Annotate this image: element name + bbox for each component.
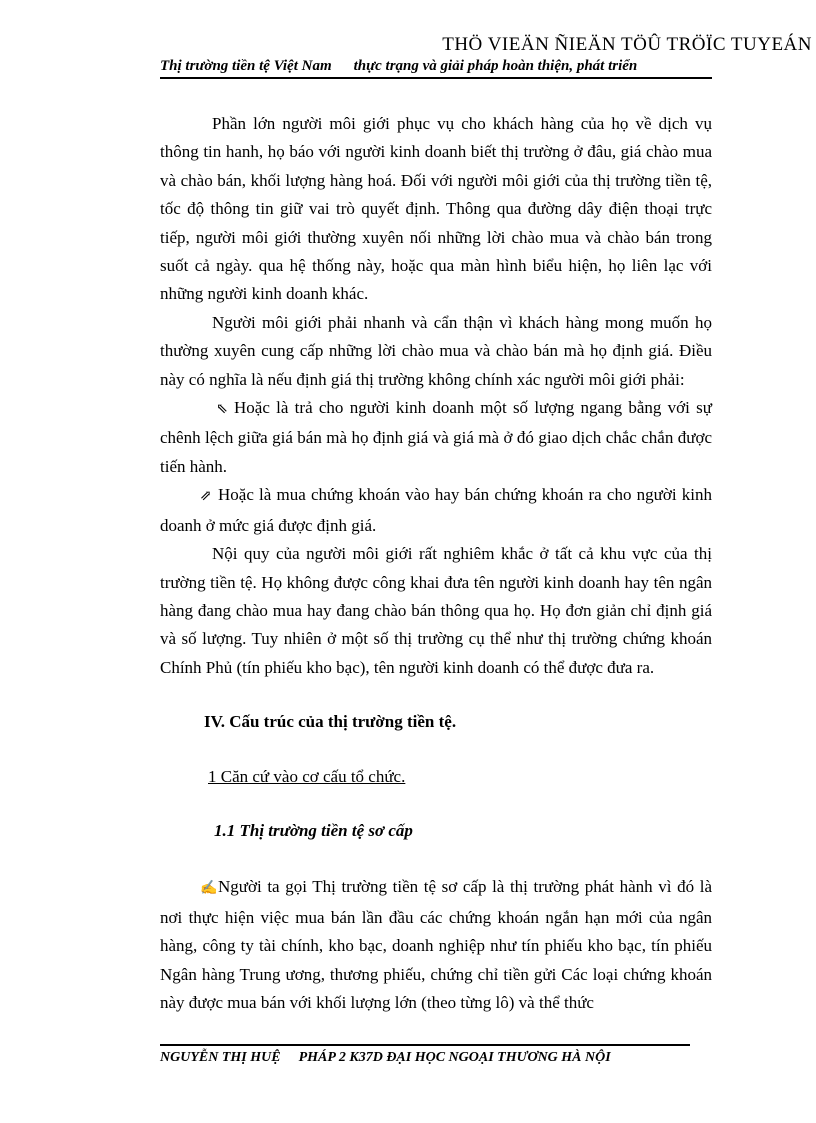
document-body bbox=[160, 110, 712, 1017]
pointer-arrow-icon: ⇖ bbox=[216, 402, 228, 418]
writing-hand-icon: ✍ bbox=[200, 881, 218, 897]
header-subtitle: thực trạng và giải pháp hoàn thiện, phát triển bbox=[353, 58, 638, 74]
bullet-item-2-text: Hoặc là mua chứng khoán vào hay bán chứng khoán ra cho người kinh doanh ở mức giá được định giá. bbox=[160, 485, 712, 535]
bullet-item-1 bbox=[160, 394, 712, 481]
subsection-heading: 1 Căn cứ vào cơ cấu tổ chức. bbox=[208, 766, 406, 786]
header-title: Thị trường tiền tệ Việt Nam bbox=[160, 58, 332, 74]
pencil-arrow-icon: ⇗ bbox=[200, 489, 212, 505]
paragraph-3: Nội quy của người môi giới rất nghiêm khắc ở tất cả khu vực của thị trường tiền tệ. Họ không được công khai đưa tên người kinh doanh hay tên ngân hàng đang chào mua hay đang chào bán thông qua họ. Họ đơn giản chỉ định giá và số lượng. Tuy nhiên ở một số thị trường cụ thể như thị trường chứng khoán Chính Phủ (tín phiếu kho bạc), tên người kinh doanh có thể được đưa ra. bbox=[160, 544, 712, 677]
paragraph-4 bbox=[160, 873, 712, 1017]
footer-author: NGUYỄN THỊ HUỆ bbox=[160, 1050, 281, 1065]
paragraph-2: Người môi giới phải nhanh và cẩn thận vì khách hàng mong muốn họ thường xuyên cung cấp những lời chào mua và chào bán mà họ định giá. Điều này có nghĩa là nếu định giá thị trường không chính xác người môi giới phải: bbox=[160, 312, 712, 389]
section-heading: IV. Cấu trúc của thị trường tiền tệ. bbox=[204, 712, 457, 732]
bullet-item-2 bbox=[160, 481, 712, 540]
paragraph-4-text: Người ta gọi Thị trường tiền tệ sơ cấp là thị trường phát hành vì đó là nơi thực hiện việc mua bán lần đầu các chứng khoán ngắn hạn mới của ngân hàng, công ty tài chính, kho bạc, doanh nghiệp như tín phiếu kho bạc, tín phiếu Ngân hàng Trung ương, thương phiếu, chứng chỉ tiền gửi Các loại chứng khoán này được mua bán với khối lượng lớn (theo từng lô) và thể thức bbox=[160, 877, 712, 1012]
watermark-text: THÖ VIEÄN ÑIEÄN TÖÛ TRÖÏC TUYEÁN bbox=[442, 34, 812, 55]
footer-class: PHÁP 2 K37D ĐẠI HỌC NGOẠI THƯƠNG HÀ NỘI bbox=[298, 1050, 611, 1065]
subsubsection-heading: 1.1 Thị trường tiền tệ sơ cấp bbox=[214, 820, 413, 840]
page-header bbox=[160, 58, 712, 79]
bullet-item-1-text: Hoặc là trả cho người kinh doanh một số lượng ngang bằng với sự chênh lệch giữa giá bán mà họ định giá và giá mà ở đó giao dịch chắc chắn được tiến hành. bbox=[160, 398, 712, 476]
paragraph-1: Phần lớn người môi giới phục vụ cho khách hàng của họ về dịch vụ thông tin hanh, họ báo với người kinh doanh biết thị trường ở đâu, giá chào mua và chào bán, khối lượng hàng hoá. Đối với người môi giới của thị trường tiền tệ, tốc độ thông tin giữ vai trò quyết định. Thông qua đường dây điện thoại trực tiếp, người môi giới thường xuyên nối những lời chào mua và chào bán trong suốt cả ngày. qua hệ thống này, hoặc qua màn hình biểu hiện, họ liên lạc với những người kinh doanh khác. bbox=[160, 114, 712, 304]
page-footer bbox=[160, 1044, 690, 1066]
